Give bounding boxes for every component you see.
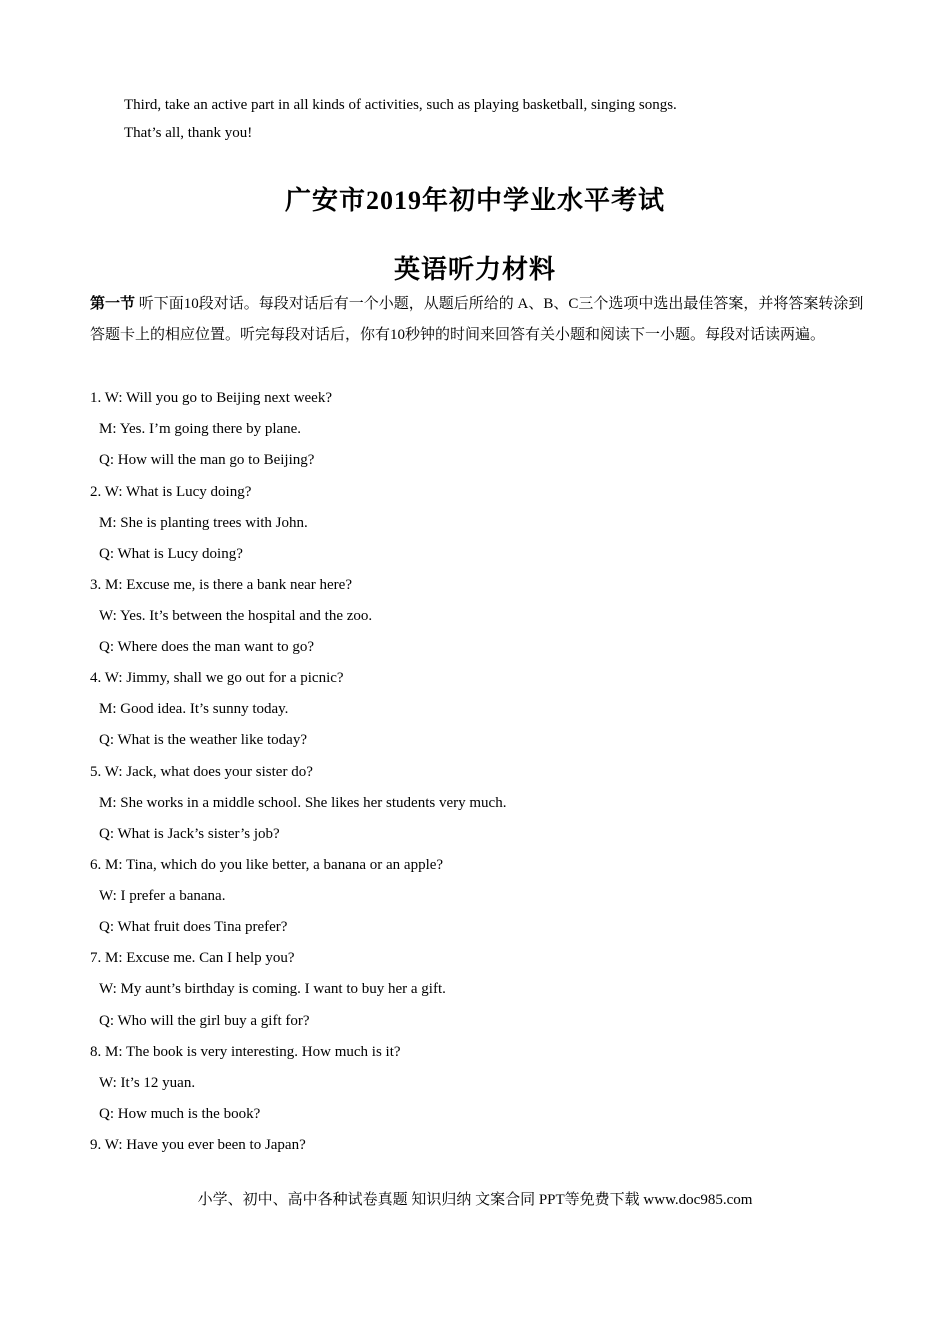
dialog-1-question: Q: How will the man go to Beijing?: [99, 452, 315, 468]
dialog-7-line-2: W: My aunt’s birthday is coming. I want to buy her a gift.: [99, 981, 446, 997]
dialog-2-line-1: 2. W: What is Lucy doing?: [90, 484, 252, 500]
intro-line-1: Third, take an active part in all kinds of activities, such as playing basketball, singing songs.: [124, 97, 677, 113]
dialog-4-line-2: M: Good idea. It’s sunny today.: [99, 701, 289, 717]
dialog-3-line-1: 3. M: Excuse me, is there a bank near here?: [90, 577, 352, 593]
page-footer: 小学、初中、高中各种试卷真题 知识归纳 文案合同 PPT等免费下载 www.doc985.com: [197, 1192, 753, 1208]
dialog-5-line-1: 5. W: Jack, what does your sister do?: [90, 764, 313, 780]
section-instructions: [90, 289, 865, 351]
section-instructions-text: 听下面10段对话。每段对话后有一个小题，从题后所给的 A、B、C三个选项中选出最佳答案，并将答案转涂到答题卡上的相应位置。听完每段对话后，你有10秒钟的时间来回答有关小题和阅读下一小题。每段对话读两遍。: [90, 296, 864, 343]
dialog-8-line-1: 8. M: The book is very interesting. How much is it?: [90, 1044, 401, 1060]
dialog-5-question: Q: What is Jack’s sister’s job?: [99, 826, 280, 842]
dialog-2-line-2: M: She is planting trees with John.: [99, 515, 308, 531]
intro-line-2: That’s all, thank you!: [124, 125, 253, 141]
dialog-5-line-2: M: She works in a middle school. She likes her students very much.: [99, 795, 507, 811]
dialog-1-line-1: 1. W: Will you go to Beijing next week?: [90, 390, 332, 406]
dialog-3-line-2: W: Yes. It’s between the hospital and the zoo.: [99, 608, 373, 624]
dialog-8-line-2: W: It’s 12 yuan.: [99, 1075, 196, 1091]
dialog-7-line-1: 7. M: Excuse me. Can I help you?: [90, 950, 295, 966]
dialog-3-question: Q: Where does the man want to go?: [99, 639, 315, 655]
dialog-2-question: Q: What is Lucy doing?: [99, 546, 243, 562]
dialog-7-question: Q: Who will the girl buy a gift for?: [99, 1013, 310, 1029]
dialog-6-question: Q: What fruit does Tina prefer?: [99, 919, 288, 935]
dialog-8-question: Q: How much is the book?: [99, 1106, 261, 1122]
page-title: 广安市2019年初中学业水平考试: [284, 186, 665, 215]
dialog-4-question: Q: What is the weather like today?: [99, 732, 307, 748]
page-subtitle: 英语听力材料: [393, 255, 556, 285]
dialog-1-line-2: M: Yes. I’m going there by plane.: [99, 421, 302, 437]
dialog-6-line-1: 6. M: Tina, which do you like better, a banana or an apple?: [90, 857, 444, 873]
dialog-4-line-1: 4. W: Jimmy, shall we go out for a picnic?: [90, 670, 344, 686]
dialog-9-line-1: 9. W: Have you ever been to Japan?: [90, 1137, 306, 1153]
dialog-6-line-2: W: I prefer a banana.: [99, 888, 226, 904]
section-label: 第一节: [90, 296, 136, 312]
